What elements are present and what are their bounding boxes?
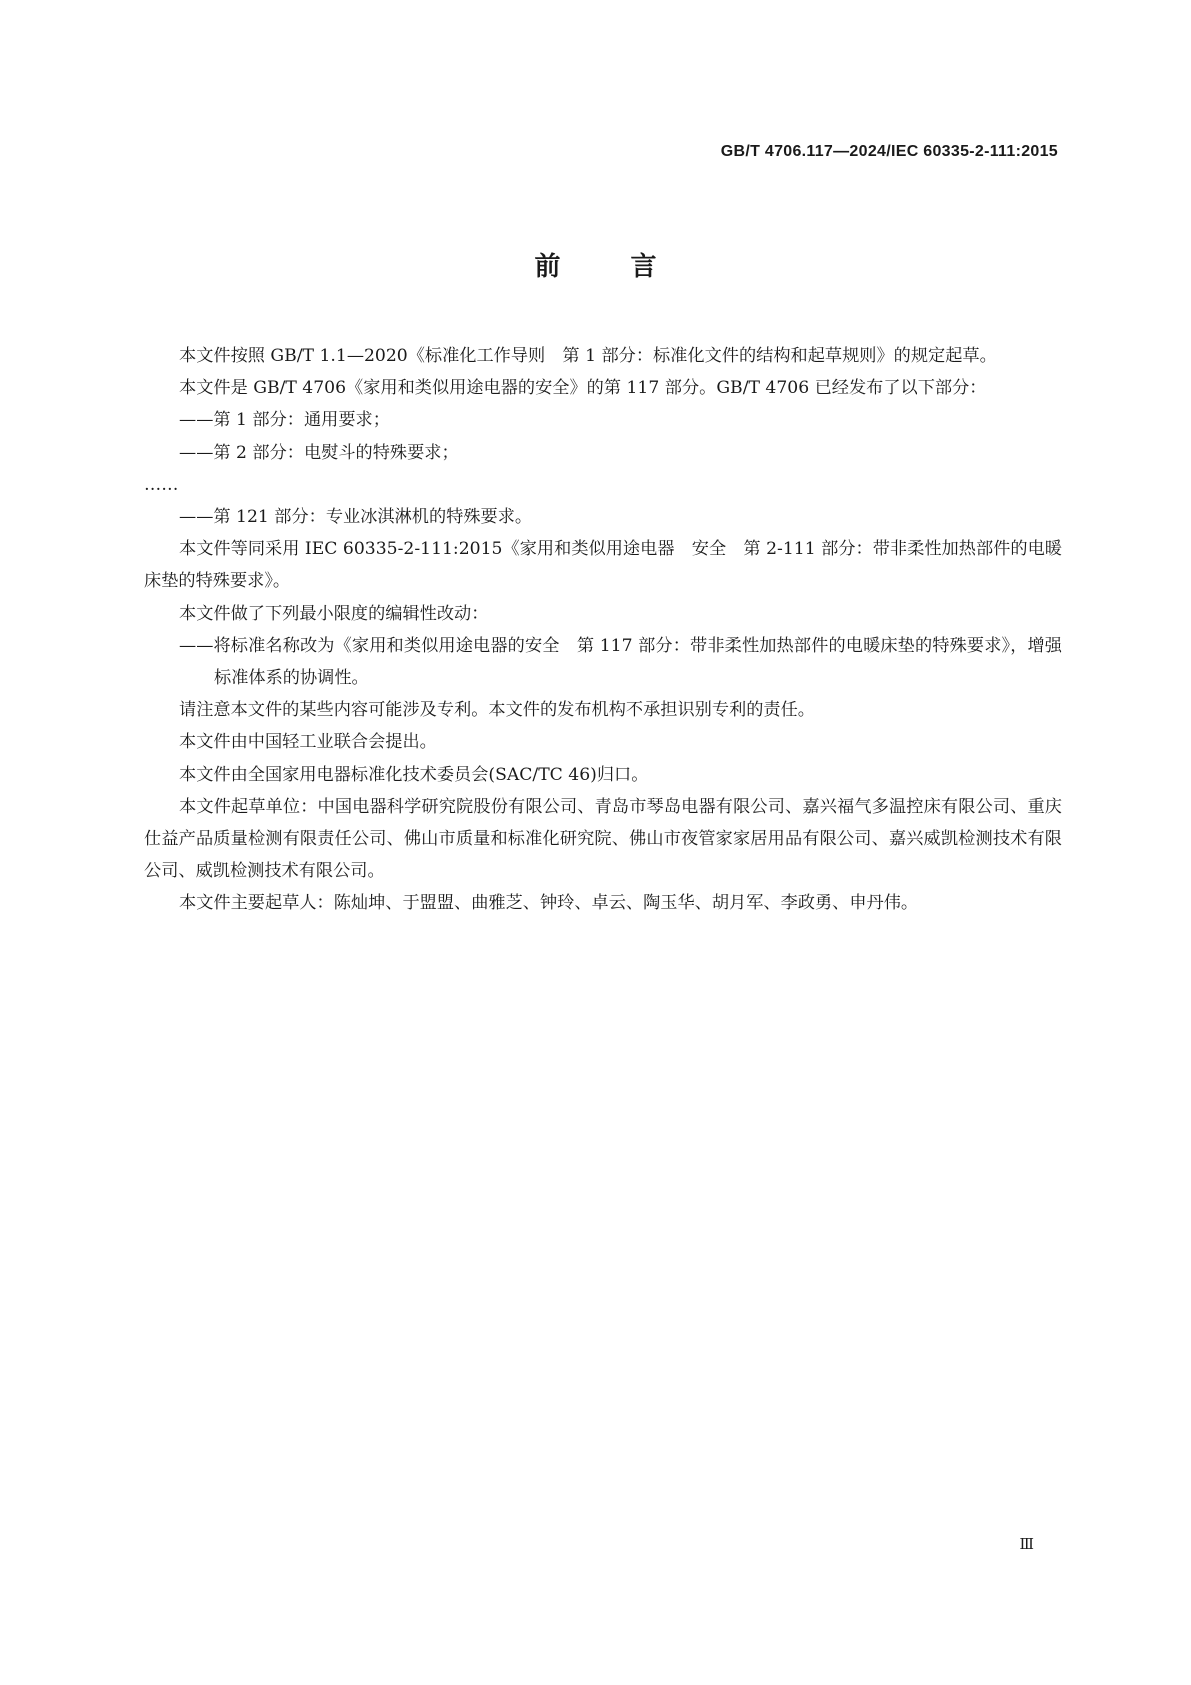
paragraph-series-intro: 本文件是 GB/T 4706《家用和类似用途电器的安全》的第 117 部分。GB/T 4706 已经发布了以下部分： — [179, 378, 987, 399]
paragraph-adoption: 本文件等同采用 IEC 60335-2-111:2015《家用和类似用途电器 安全 第 2-111 部分：带非柔性加热部件的电暖床垫的特殊要求》。 — [144, 539, 1062, 592]
paragraph-drafting-rules: 本文件按照 GB/T 1.1—2020《标准化工作导则 第 1 部分：标准化文件的结构和起草规则》的规定起草。 — [179, 346, 997, 366]
paragraph-proposer: 本文件由中国轻工业联合会提出。 — [179, 732, 437, 753]
paragraph-patent-notice: 请注意本文件的某些内容可能涉及专利。本文件的发布机构不承担识别专利的责任。 — [179, 700, 815, 721]
list-item: ——第 121 部分：专业冰淇淋机的特殊要求。 — [179, 507, 533, 528]
page-number: Ⅲ — [1019, 1535, 1034, 1553]
foreword-body — [144, 340, 1062, 920]
page-title: 前言 — [534, 252, 727, 282]
list-ellipsis: …… — [144, 474, 179, 495]
paragraph-editorial-changes: 本文件做了下列最小限度的编辑性改动： — [179, 603, 489, 624]
paragraph-drafters: 本文件主要起草人：陈灿坤、于盟盟、曲雅芝、钟玲、卓云、陶玉华、胡月军、李政勇、申丹伟。 — [179, 893, 919, 914]
list-item: ——第 2 部分：电熨斗的特殊要求； — [179, 442, 459, 463]
standard-number-header: GB/T 4706.117—2024/IEC 60335-2-111:2015 — [720, 143, 1058, 160]
change-list-item: ——将标准名称改为《家用和类似用途电器的安全 第 117 部分：带非柔性加热部件的电暖床垫的特殊要求》，增强标准体系的协调性。 — [179, 635, 1062, 689]
paragraph-drafting-units: 本文件起草单位：中国电器科学研究院股份有限公司、青岛市琴岛电器有限公司、嘉兴福气多温控床有限公司、重庆仕益产品质量检测有限责任公司、佛山市质量和标准化研究院、佛山市夜管家家居用品有限公司、嘉兴威凯检测技术有限公司、威凯检测技术有限公司。 — [144, 796, 1062, 882]
list-item: ——第 1 部分：通用要求； — [179, 410, 390, 431]
paragraph-committee: 本文件由全国家用电器标准化技术委员会(SAC/TC 46)归口。 — [179, 764, 649, 785]
